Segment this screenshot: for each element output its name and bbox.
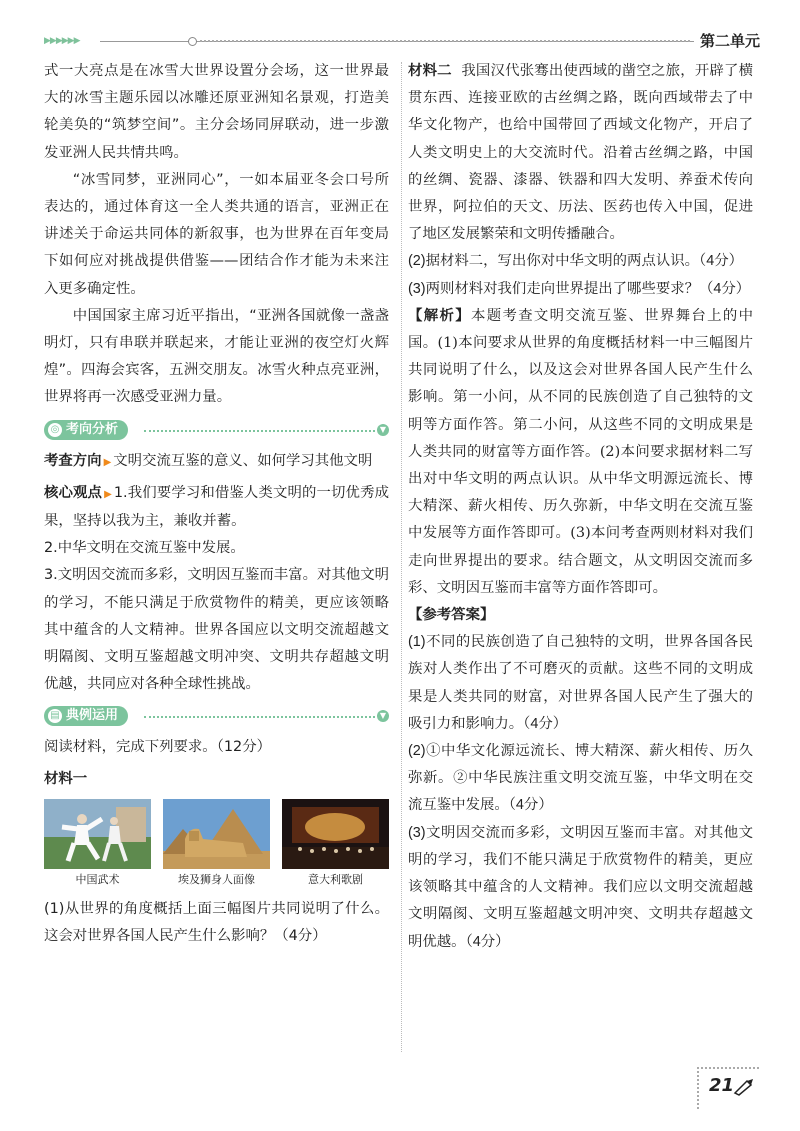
section-pill xyxy=(44,420,128,440)
task-instruction: 阅读材料，完成下列要求。（12分） xyxy=(44,739,271,756)
section-bar-examples xyxy=(44,706,389,728)
book-icon: ▤ xyxy=(48,709,62,723)
article-paragraph: 式一大亮点是在冰雪大世界设置分会场，这一世界最大的冰雪主题乐园以冰雕还原亚洲知名景观，打造美轮美奂的“筑梦空间”。主分会场同屏联动，进一步激发亚洲人民共情共鸣。 xyxy=(44,63,389,161)
section-title: 典例运用 xyxy=(66,708,119,724)
section-bar-analysis xyxy=(44,420,389,442)
left-column xyxy=(44,58,389,950)
answer-2: (2)①中华文化源远流长、博大精深、薪火相传、历久弥新。②中华民族注重文明交流互鉴，中华文明在交流互鉴中发展。（4分） xyxy=(408,743,753,814)
material-label: 材料一 xyxy=(44,770,88,787)
core-point: 2.中华文明在交流互鉴中发展。 xyxy=(44,540,245,557)
answer-label: 【参考答案】 xyxy=(408,607,495,624)
header-arrows-icon: ▶▶▶▶▶▶ xyxy=(44,36,80,46)
section-title: 考向分析 xyxy=(66,421,119,437)
column-divider xyxy=(401,62,402,1052)
martial-arts-photo xyxy=(44,799,151,869)
page-number-box xyxy=(705,1073,761,1101)
answer-1: (1)不同的民族创造了自己独特的文明，世界各国各民族对人类作出了不可磨灭的贡献。这些不同的文明成果是人类共同的财富，对世界各国人民产生了强大的吸引力和影响力。（4分） xyxy=(408,634,753,732)
section-pill xyxy=(44,706,128,726)
page-header xyxy=(40,30,760,54)
core-point: 3.文明因交流而多彩，文明因互鉴而丰富。对其他文明的学习，不能只满足于欣赏物件的精美，更应该领略其中蕴含的人文精神。世界各国应以文明交流超越文明隔阂、文明互鉴超越文明冲突、文明共存超越文明优越，共同应对各种全球性挑战。 xyxy=(44,567,389,693)
direction-text: 文明交流互鉴的意义、如何学习其他文明 xyxy=(113,452,373,469)
header-dotted-rule xyxy=(200,40,690,42)
writing-hand-icon xyxy=(733,1077,757,1097)
exam-direction xyxy=(44,448,389,476)
analysis-text: 本题考查文明交流互鉴、世界舞台上的中国。(1)本问要求从世界的角度概括材料一中三幅图片共同说明了什么，以及这会对世界各国人民产生什么影响。第一小问，从不同的民族创造了自己独特的文明等方面作答。第二小问，从这些不同的文明成果是人类共同的财富等方面作答。(2)本问要求据材料二写出对中华文明的两点认识。从中华文明源远流长、博大精深、薪火相传、历久弥新，中华文明在交流互鉴中发展等方面作答即可。(3)本问考查两则材料对我们走向世界提出的要求。结合题文，从文明因交流而多彩、文明因互鉴而丰富等方面作答即可。 xyxy=(408,307,753,596)
question-1: (1)从世界的角度概括上面三幅图片共同说明了什么。这会对世界各国人民产生什么影响？（4分） xyxy=(44,900,389,945)
analysis-label: 【解析】 xyxy=(408,307,471,324)
question-2: (2)据材料二，写出你对中华文明的两点认识。（4分） xyxy=(408,253,743,270)
direction-label: 考查方向 xyxy=(44,452,102,469)
chevron-down-icon: ▼ xyxy=(377,710,389,722)
right-column xyxy=(408,58,753,956)
page-number: 21 xyxy=(709,1075,735,1096)
material-images xyxy=(44,799,389,888)
triangle-arrow-icon: ▶ xyxy=(104,488,112,500)
figure-sphinx xyxy=(163,799,270,888)
triangle-arrow-icon: ▶ xyxy=(103,456,112,468)
answer-3: (3)文明因交流而多彩，文明因互鉴而丰富。对其他文明的学习，我们不能只满足于欣赏物件的精美，更应该领略其中蕴含的人文精神。我们应以文明交流超越文明隔阂、文明互鉴超越文明冲突、文明共存超越文明优越。（4分） xyxy=(408,824,753,950)
opera-photo xyxy=(282,799,389,869)
compass-icon: ◎ xyxy=(48,423,62,437)
section-dotted-line xyxy=(144,430,375,432)
question-3: (3)两则材料对我们走向世界提出了哪些要求？（4分） xyxy=(408,280,751,297)
figure-martial-arts xyxy=(44,799,151,888)
figure-caption: 中国武术 xyxy=(75,872,120,886)
sphinx-photo xyxy=(163,799,270,869)
chevron-down-icon: ▼ xyxy=(377,424,389,436)
article-paragraph: “冰雪同梦，亚洲同心”，一如本届亚冬会口号所表达的，通过体育这一全人类共通的语言，亚洲正在讲述关于命运共同体的新叙事，也为世界在百年变局下如何应对挑战提供借鉴——团结合作才能为未来注入更多确定性。 xyxy=(44,171,389,297)
material-2 xyxy=(408,58,753,248)
core-view xyxy=(44,480,389,535)
material-label: 材料二 xyxy=(408,63,452,79)
figure-caption: 埃及狮身人面像 xyxy=(178,872,255,886)
figure-opera xyxy=(282,799,389,888)
header-circle-icon xyxy=(188,37,197,46)
article-paragraph: 中国国家主席习近平指出，“亚洲各国就像一盏盏明灯，只有串联并联起来，才能让亚洲的夜空灯火辉煌”。四海会宾客，五洲交朋友。冰雪火种点亮亚洲，世界将再一次感受亚洲力量。 xyxy=(44,307,389,406)
core-point: 1.我们要学习和借鉴人类文明的一切优秀成果，坚持以我为主，兼收并蓄。 xyxy=(44,484,389,530)
material-text: 我国汉代张骞出使西域的凿空之旅，开辟了横贯东西、连接亚欧的古丝绸之路，既向西域带去了中华文化物产，也给中国带回了西域文化物产，开启了人类文明史上的大交流时代。沿着古丝绸之路，中国的丝绸、瓷器、漆器、铁器和四大发明、养蚕术传向世界，阿拉伯的天文、历法、医药也传入中国，促进了地区发展繁荣和文明传播融合。 xyxy=(408,63,753,243)
figure-caption: 意大利歌剧 xyxy=(308,872,363,886)
section-dotted-line xyxy=(144,716,375,718)
core-label: 核心观点 xyxy=(44,484,103,501)
answers xyxy=(408,629,753,955)
analysis xyxy=(408,303,753,602)
unit-title: 第二单元 xyxy=(694,30,760,51)
